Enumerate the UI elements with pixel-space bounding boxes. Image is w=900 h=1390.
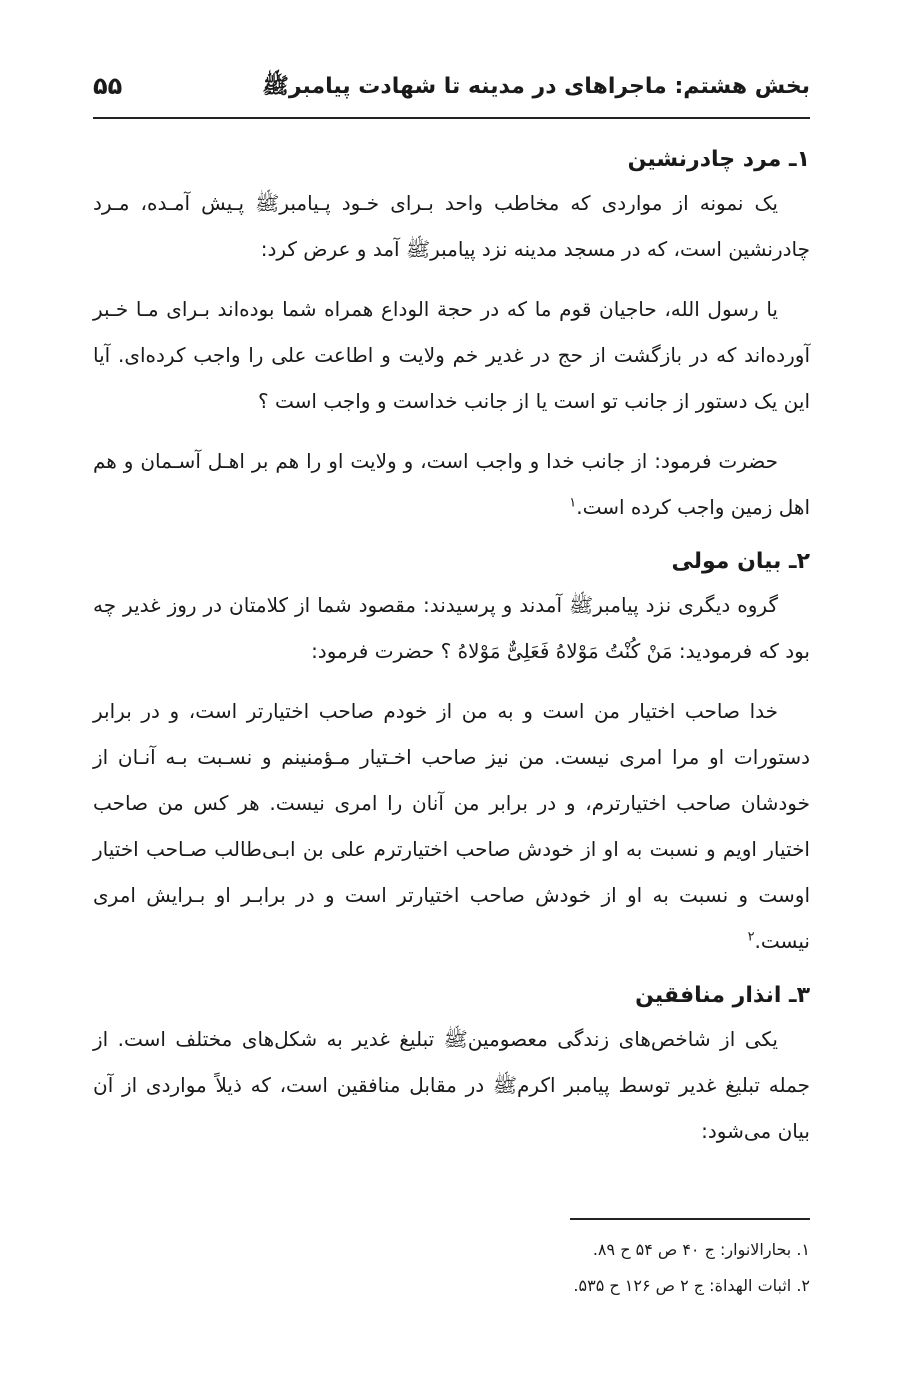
page-body [93, 140, 810, 1154]
paragraph: گروه دیگری نزد پیامبرﷺ آمدند و پرسیدند: مقصود شما از کلامتان در روز غدیر چه بود که فرمودید: مَنْ کُنْتُ مَوْلاهُ فَعَلِیٌّ مَوْلاهُ ؟ حضرت فرمود: [93, 593, 810, 663]
section-meaning-of-mawla [93, 542, 810, 964]
paragraph [93, 438, 810, 530]
paragraph: یا رسول الله، حاجیان قوم ما که در حجة الوداع همراه شما بوده‌اند بـرای مـا خـبر آورده‌اند که در بازگشت از حج در غدیر خم ولایت و اطاعت علی را واجب کرده‌ای. آیا این یک دستور از جانب تو است یا از جانب خداست و واجب است ؟ [93, 297, 810, 413]
section-nomad-man [93, 140, 810, 530]
paragraph-text: حضرت فرمود: از جانب خدا و واجب است، و ولایت او را هم بر اهـل آسـمان و هم اهل زمین واجب کرده است. [93, 449, 810, 519]
paragraph: یک نمونه از مواردی که مخاطب واحد بـرای خـود پـیامبرﷺ پـیش آمـده، مـرد چادرنشین است، که در مسجد مدینه نزد پیامبرﷺ آمد و عرض کرد: [93, 191, 810, 261]
paragraph-text: خدا صاحب اختیار من است و به من از خودم صاحب اختیارتر است، و در برابر دستورات او مرا امری نیست. من نیز صاحب اخـتیار مـؤمنینم و نسـبت بـه آنـان از خودشان صاحب اختیارترم، و در برابر من آنان را امری نیست. هر کس من صاحب اختیار اویم و نسبت به او از خودش صاحب اختیارترم علی بن ابـی‌طالب صـاحب اختیار اوست و نسبت به او از خودش صاحب اختیارتر است و در برابـر او بـرایش امری نیست. [93, 699, 810, 953]
paragraph: یکی از شاخص‌های زندگی معصومینﷺ تبلیغ غدیر به شکل‌های مختلف است. از جمله تبلیغ غدیر توسط پیامبر اکرمﷺ در مقابل منافقین است، که ذیلاً مواردی از آن بیان می‌شود: [93, 1027, 810, 1143]
section-heading: ۳ـ انذار منافقین [635, 983, 810, 1008]
footnote-mark[interactable]: ۲ [747, 929, 755, 945]
running-header [93, 72, 810, 110]
header-divider [93, 117, 810, 119]
footnotes [93, 1232, 810, 1304]
section-warning-hypocrites [93, 976, 810, 1154]
footnote-mark[interactable]: ۱ [569, 495, 577, 511]
section-heading: ۲ـ بیان مولی [671, 549, 810, 574]
footnote-2: ۲. اثبات الهداة: ج ۲ ص ۱۲۶ ح ۵۳۵. [573, 1276, 810, 1295]
footnote-1: ۱. بحارالانوار: ج ۴۰ ص ۵۴ ح ۸۹. [592, 1240, 810, 1259]
section-heading: ۱ـ مرد چادرنشین [627, 147, 810, 172]
chapter-title: بخش هشتم: ماجراهای در مدینه تا شهادت پیامبرﷺ [262, 74, 810, 99]
footnote-divider [570, 1218, 810, 1220]
paragraph [93, 688, 810, 964]
page-number: ۵۵ [93, 72, 123, 100]
